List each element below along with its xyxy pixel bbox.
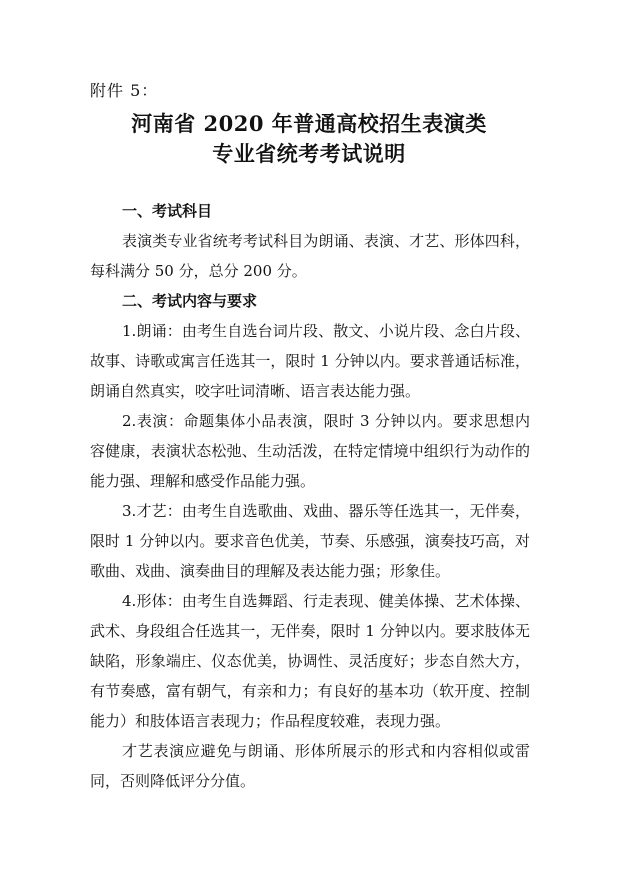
- document-body: [90, 196, 530, 796]
- section-heading: 二、考试内容与要求: [122, 292, 258, 310]
- paragraph-talent: 3.才艺：由考生自选歌曲、戏曲、器乐等任选其一，无伴奏，限时 1 分钟以内。要求音色优美，节奏、乐感强，演奏技巧高，对歌曲、戏曲、演奏曲目的理解及表达能力强；形象佳。: [90, 502, 530, 580]
- paragraph-physique: 4.形体：由考生自选舞蹈、行走表现、健美体操、艺术体操、武术、身段组合任选其一，无伴奏，限时 1 分钟以内。要求肢体无缺陷，形象端庄、仪态优美，协调性、灵活度好；步态自然大方，有节奏感，富有朝气，有亲和力；有良好的基本功（软开度、控制能力）和肢体语言表现力；作品程度较难，表现力强。: [90, 592, 530, 730]
- paragraph-recitation: 1.朗诵：由考生自选台词片段、散文、小说片段、念白片段、故事、诗歌或寓言任选其一，限时 1 分钟以内。要求普通话标准，朗诵自然真实，咬字吐词清晰、语言表达能力强。: [90, 322, 530, 400]
- attachment-label: 附件 5：: [90, 81, 159, 100]
- section-heading: 一、考试科目: [122, 202, 213, 220]
- document-title-line1: 河南省 2020 年普通高校招生表演类: [131, 111, 487, 136]
- paragraph-performance: 2.表演：命题集体小品表演，限时 3 分钟以内。要求思想内容健康，表演状态松弛、生动活泼，在特定情境中组织行为动作的能力强、理解和感受作品能力强。: [90, 412, 530, 490]
- document-title-line2: 专业省统考考试说明: [212, 141, 406, 166]
- paragraph-note: 才艺表演应避免与朗诵、形体所展示的形式和内容相似或雷同，否则降低评分分值。: [90, 742, 530, 790]
- section-exam-content: [90, 286, 530, 796]
- paragraph: 表演类专业省统考考试科目为朗诵、表演、才艺、形体四科，每科满分 50 分，总分 200 分。: [90, 232, 530, 280]
- section-exam-subjects: [90, 196, 530, 286]
